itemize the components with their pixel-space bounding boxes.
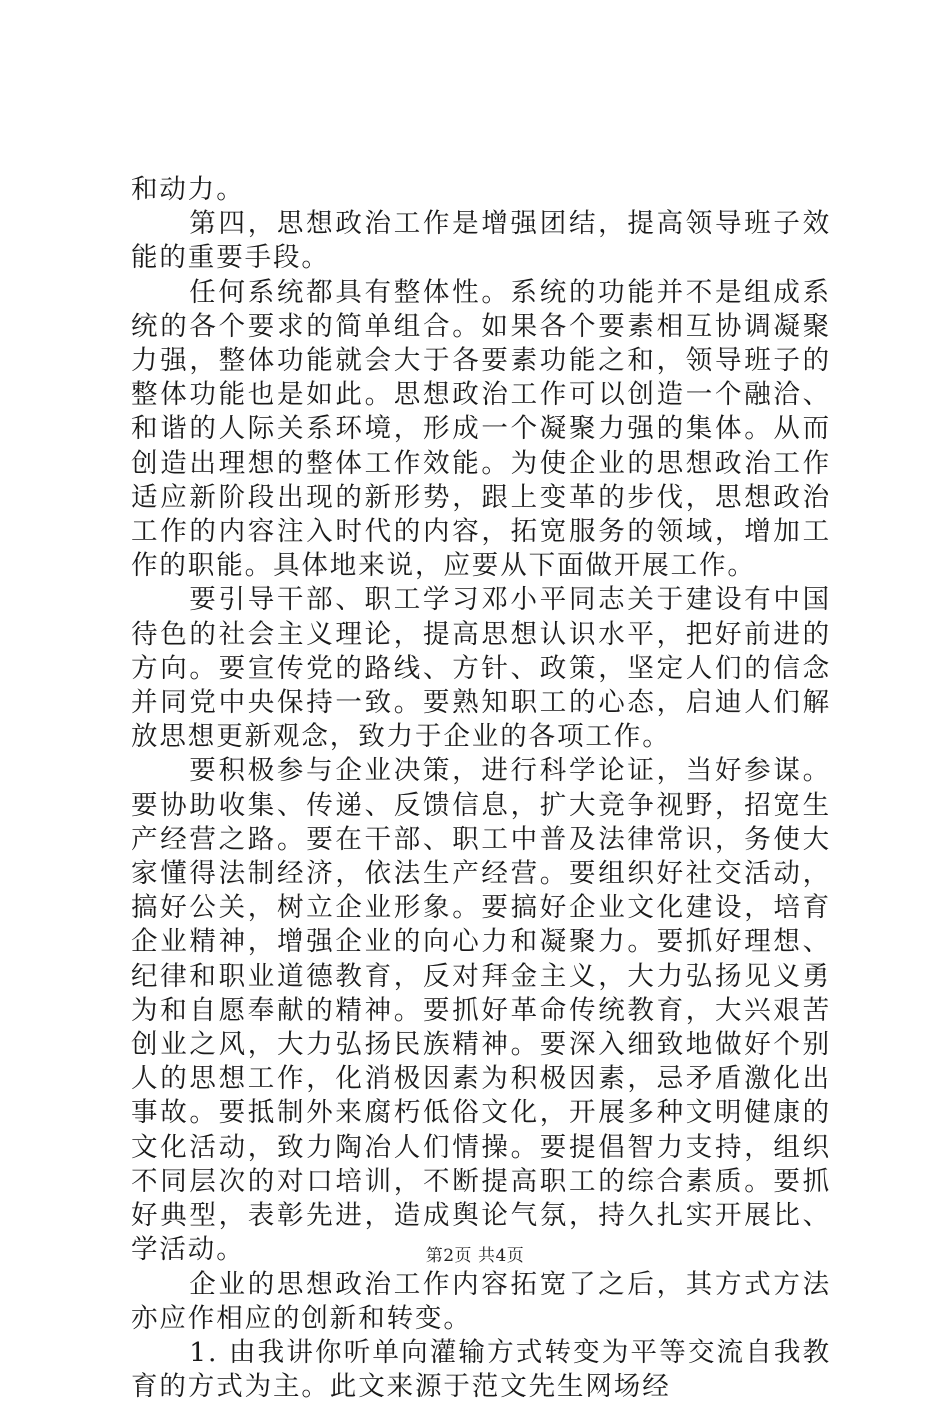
paragraph-guide-cadres: 要引导干部、职工学习邓小平同志关于建设有中国待色的社会主义理论，提高思想认识水平，把好前进的方向。要宣传党的路线、方针、政策，坚定人们的信念并同党中央保持一致。要熟知职工的心态，启迪人们解放思想更新观念，致力于企业的各项工作。 (131, 584, 831, 753)
paragraph-continuation: 和动力。 (131, 174, 245, 205)
paragraph-system-integrity: 任何系统都具有整体性。系统的功能并不是组成系统的各个要求的简单组合。如果各个要素相互协调凝聚力强，整体功能就会大于各要素功能之和，领导班子的整体功能也是如此。思想政治工作可以创造一个融洽、和谐的人际关系环境，形成一个凝聚力强的集体。从而创造出理想的整体工作效能。为使企业的思想政治工作适应新阶段出现的新形势，跟上变革的步伐，思想政治工作的内容注入时代的内容，拓宽服务的领域，增加工作的职能。具体地来说，应要从下面做开展工作。 (131, 276, 831, 582)
paragraph-heading-fourth: 第四，思想政治工作是增强团结，提高领导班子效能的重要手段。 (131, 208, 831, 274)
document-body (131, 173, 831, 1404)
paragraph-methods-innovation: 企业的思想政治工作内容拓宽了之后，其方式方法亦应作相应的创新和转变。 (131, 1268, 831, 1334)
paragraph-item-one: 1. 由我讲你听单向灌输方式转变为平等交流自我教育的方式为主。此文来源于范文先生网场经 (131, 1336, 831, 1403)
paragraph-participate-decisions: 要积极参与企业决策，进行科学论证，当好参谋。要协助收集、传递、反馈信息，扩大竞争视野，招宽生产经营之路。要在干部、职工中普及法律常识，务使大家懂得法制经济，依法生产经营。要组织好社交活动，搞好公关，树立企业形象。要搞好企业文化建设，培育企业精神，增强企业的向心力和凝聚力。要抓好理想、纪律和职业道德教育，反对拜金主义，大力弘扬见义勇为和自愿奉献的精神。要抓好革命传统教育，大兴艰苦创业之风，大力弘扬民族精神。要深入细致地做好个别人的思想工作，化消极因素为积极因素，忌矛盾激化出事故。要抵制外来腐朽低俗文化，开展多种文明健康的文化活动，致力陶冶人们情操。要提倡智力支持，组织不同层次的对口培训，不断提高职工的综合素质。要抓好典型，表彰先进，造成舆论气氛，持久扎实开展比、学活动。 (131, 755, 831, 1266)
page-number-footer: 第2页 共4页 (425, 1246, 525, 1266)
